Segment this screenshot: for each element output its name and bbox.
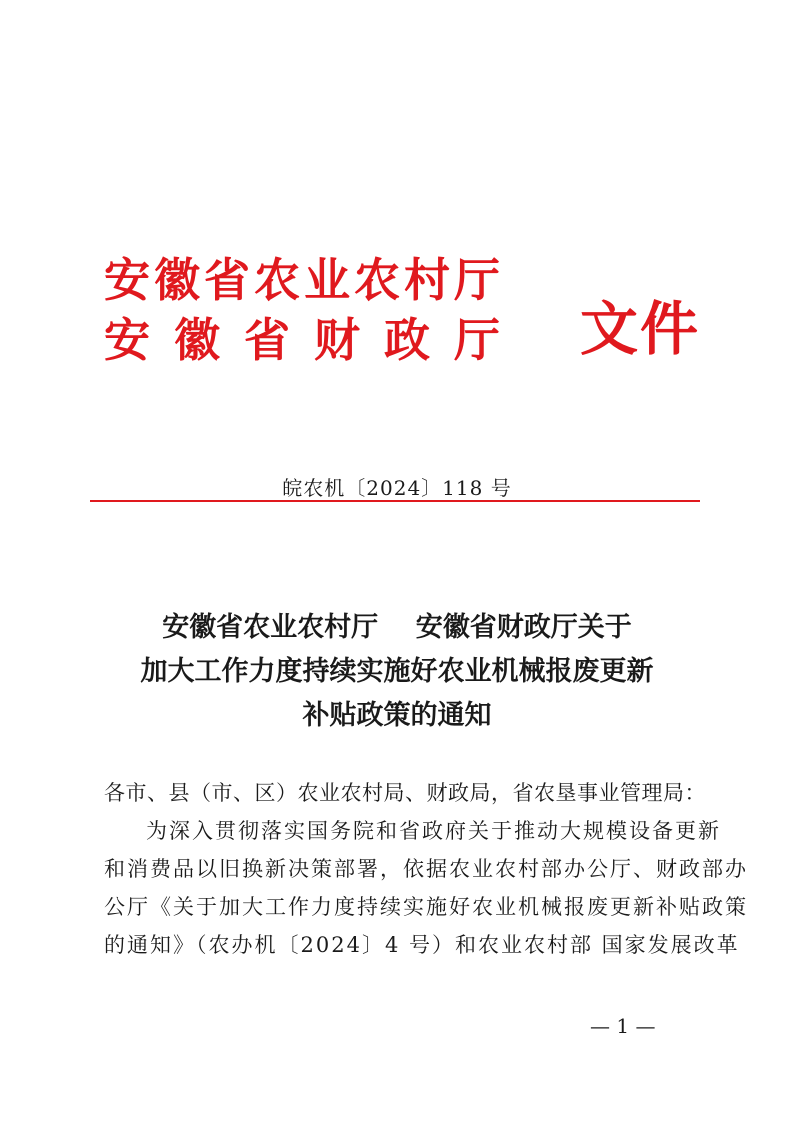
title-line-2: 加大工作力度持续实施好农业机械报废更新 xyxy=(140,656,654,687)
issuer-finance: 安徽省财政厅 xyxy=(104,313,524,367)
document-title xyxy=(80,606,714,738)
document-body xyxy=(104,774,748,964)
paragraph-line: 公厅《关于加大工作力度持续实施好农业机械报废更新补贴政策 xyxy=(104,895,748,919)
title-line-1: 安徽省农业农村厅 安徽省财政厅关于 xyxy=(162,612,632,643)
body-paragraph xyxy=(104,812,748,964)
document-number: 皖农机〔2024〕118 号 xyxy=(282,476,512,500)
red-separator-line xyxy=(90,500,700,502)
paragraph-line: 的通知》（农办机〔2024〕4 号）和农业农村部 国家发展改革 xyxy=(104,933,740,957)
salutation: 各市、县（市、区）农业农村局、财政局，省农垦事业管理局： xyxy=(104,781,706,805)
title-line-3: 补贴政策的通知 xyxy=(302,700,492,731)
document-word: 文件 xyxy=(580,295,701,363)
paragraph-line: 为深入贯彻落实国务院和省政府关于推动大规模设备更新 xyxy=(146,819,721,843)
issuing-authorities xyxy=(104,250,574,370)
paragraph-line: 和消费品以旧换新决策部署，依据农业农村部办公厅、财政部办 xyxy=(104,857,748,881)
issuer-agriculture: 安徽省农业农村厅 xyxy=(104,253,504,307)
page-number: — 1 — xyxy=(590,1014,656,1038)
